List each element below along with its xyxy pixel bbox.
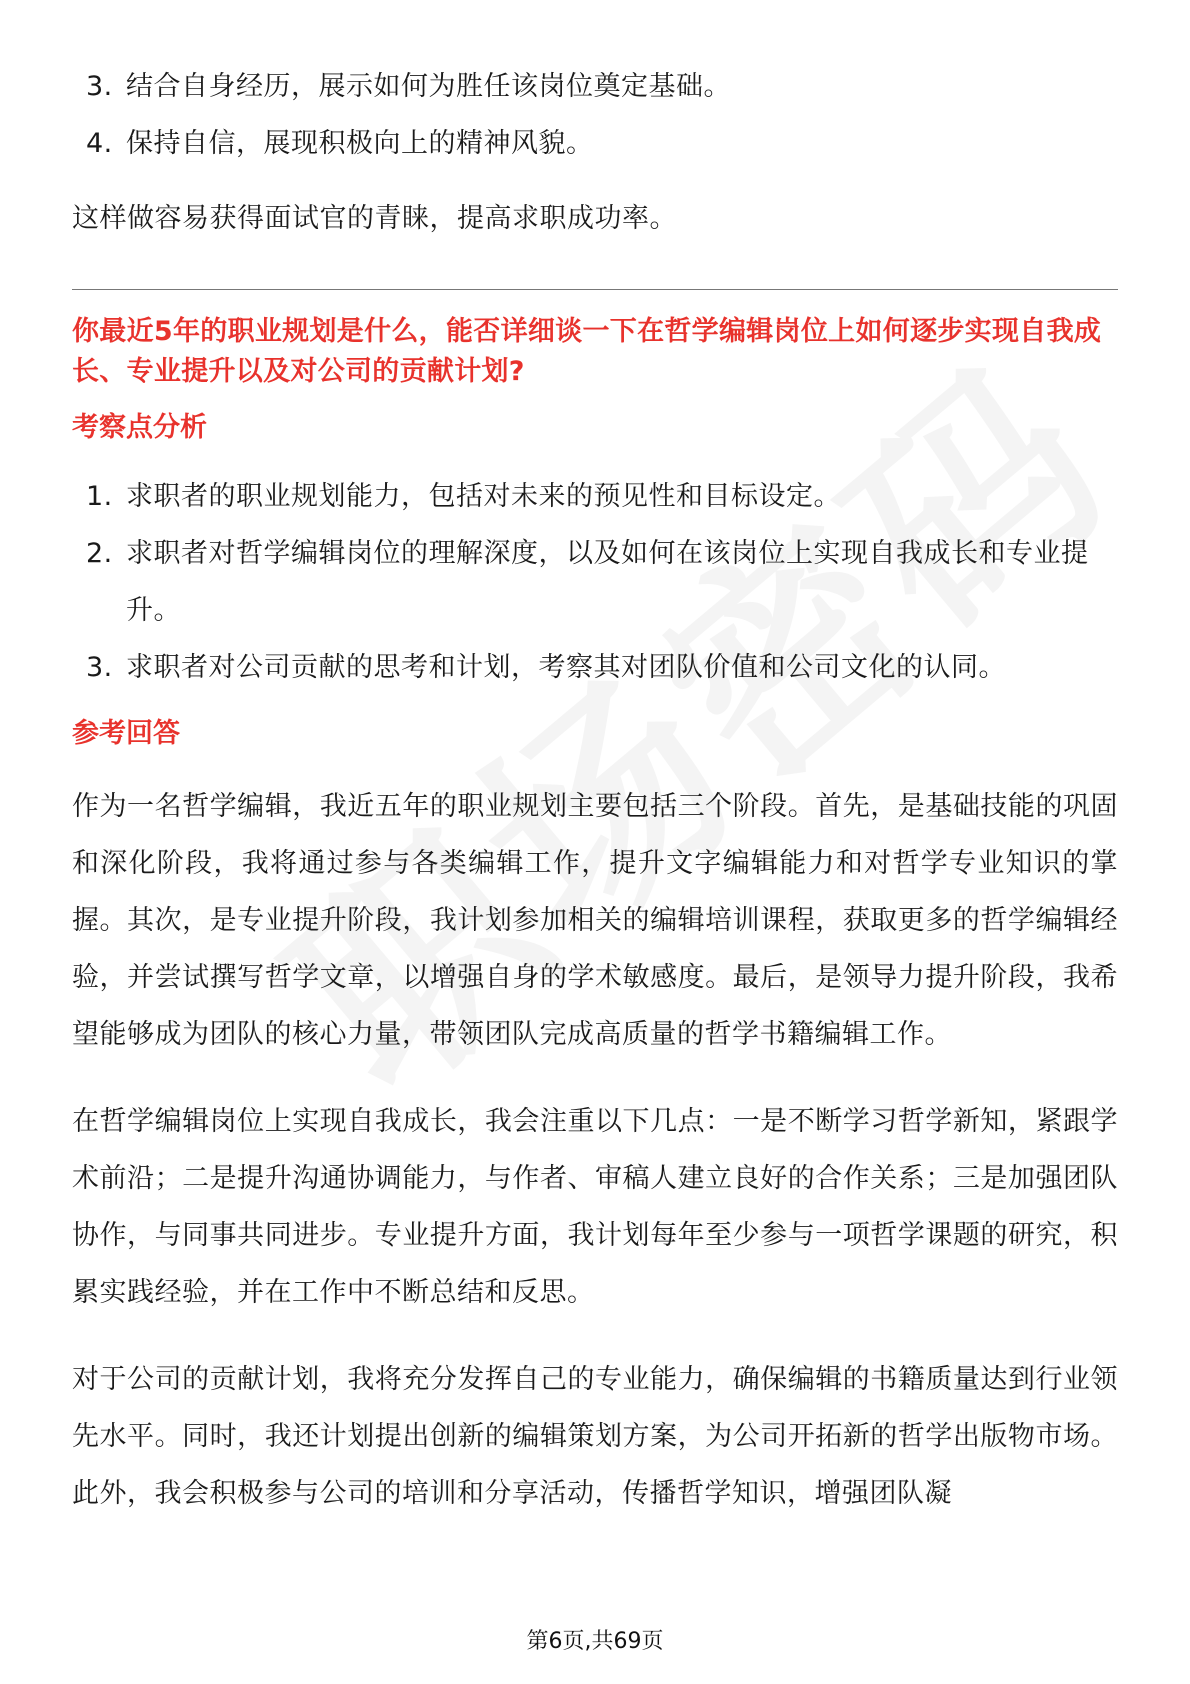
list-item-number: 4. — [86, 128, 113, 159]
list-item — [72, 525, 1118, 639]
previous-list — [72, 58, 1118, 172]
question-heading: 你最近5年的职业规划是什么，能否详细谈一下在哲学编辑岗位上如何逐步实现自我成长、专业提升以及对公司的贡献计划? — [72, 316, 1102, 387]
page-content — [72, 58, 1118, 1522]
list-item-text: 保持自信，展现积极向上的精神风貌。 — [126, 128, 594, 159]
answer-paragraph: 作为一名哲学编辑，我近五年的职业规划主要包括三个阶段。首先，是基础技能的巩固和深化阶段，我将通过参与各类编辑工作，提升文字编辑能力和对哲学专业知识的掌握。其次，是专业提升阶段，我计划参加相关的编辑培训课程，获取更多的哲学编辑经验，并尝试撰写哲学文章，以增强自身的学术敏感度。最后，是领导力提升阶段，我希望能够成为团队的核心力量，带领团队完成高质量的哲学书籍编辑工作。 — [72, 791, 1118, 1050]
analysis-title: 考察点分析 — [72, 412, 207, 443]
list-item — [72, 58, 1118, 115]
analysis-list — [72, 468, 1118, 696]
list-item-number: 3. — [86, 71, 113, 102]
list-item — [72, 468, 1118, 525]
list-item-number: 3. — [86, 652, 113, 683]
list-item-text: 求职者的职业规划能力，包括对未来的预见性和目标设定。 — [126, 481, 841, 512]
page-number: 第6页,共69页 — [526, 1629, 664, 1654]
list-item-text: 求职者对哲学编辑岗位的理解深度，以及如何在该岗位上实现自我成长和专业提升。 — [126, 538, 1089, 626]
answer-title: 参考回答 — [72, 718, 180, 749]
list-item-number: 1. — [86, 481, 113, 512]
previous-conclusion: 这样做容易获得面试官的青睐，提高求职成功率。 — [72, 203, 677, 234]
answer-paragraph: 对于公司的贡献计划，我将充分发挥自己的专业能力，确保编辑的书籍质量达到行业领先水平。同时，我还计划提出创新的编辑策划方案，为公司开拓新的哲学出版物市场。此外，我会积极参与公司的培训和分享活动，传播哲学知识，增强团队凝 — [72, 1364, 1118, 1509]
list-item — [72, 115, 1118, 172]
list-item-text: 结合自身经历，展示如何为胜任该岗位奠定基础。 — [126, 71, 731, 102]
answer-paragraph: 在哲学编辑岗位上实现自我成长，我会注重以下几点：一是不断学习哲学新知，紧跟学术前沿；二是提升沟通协调能力，与作者、审稿人建立良好的合作关系；三是加强团队协作，与同事共同进步。专业提升方面，我计划每年至少参与一项哲学课题的研究，积累实践经验，并在工作中不断总结和反思。 — [72, 1106, 1118, 1308]
list-item-text: 求职者对公司贡献的思考和计划，考察其对团队价值和公司文化的认同。 — [126, 652, 1006, 683]
list-item-number: 2. — [86, 538, 113, 569]
list-item — [72, 639, 1118, 696]
